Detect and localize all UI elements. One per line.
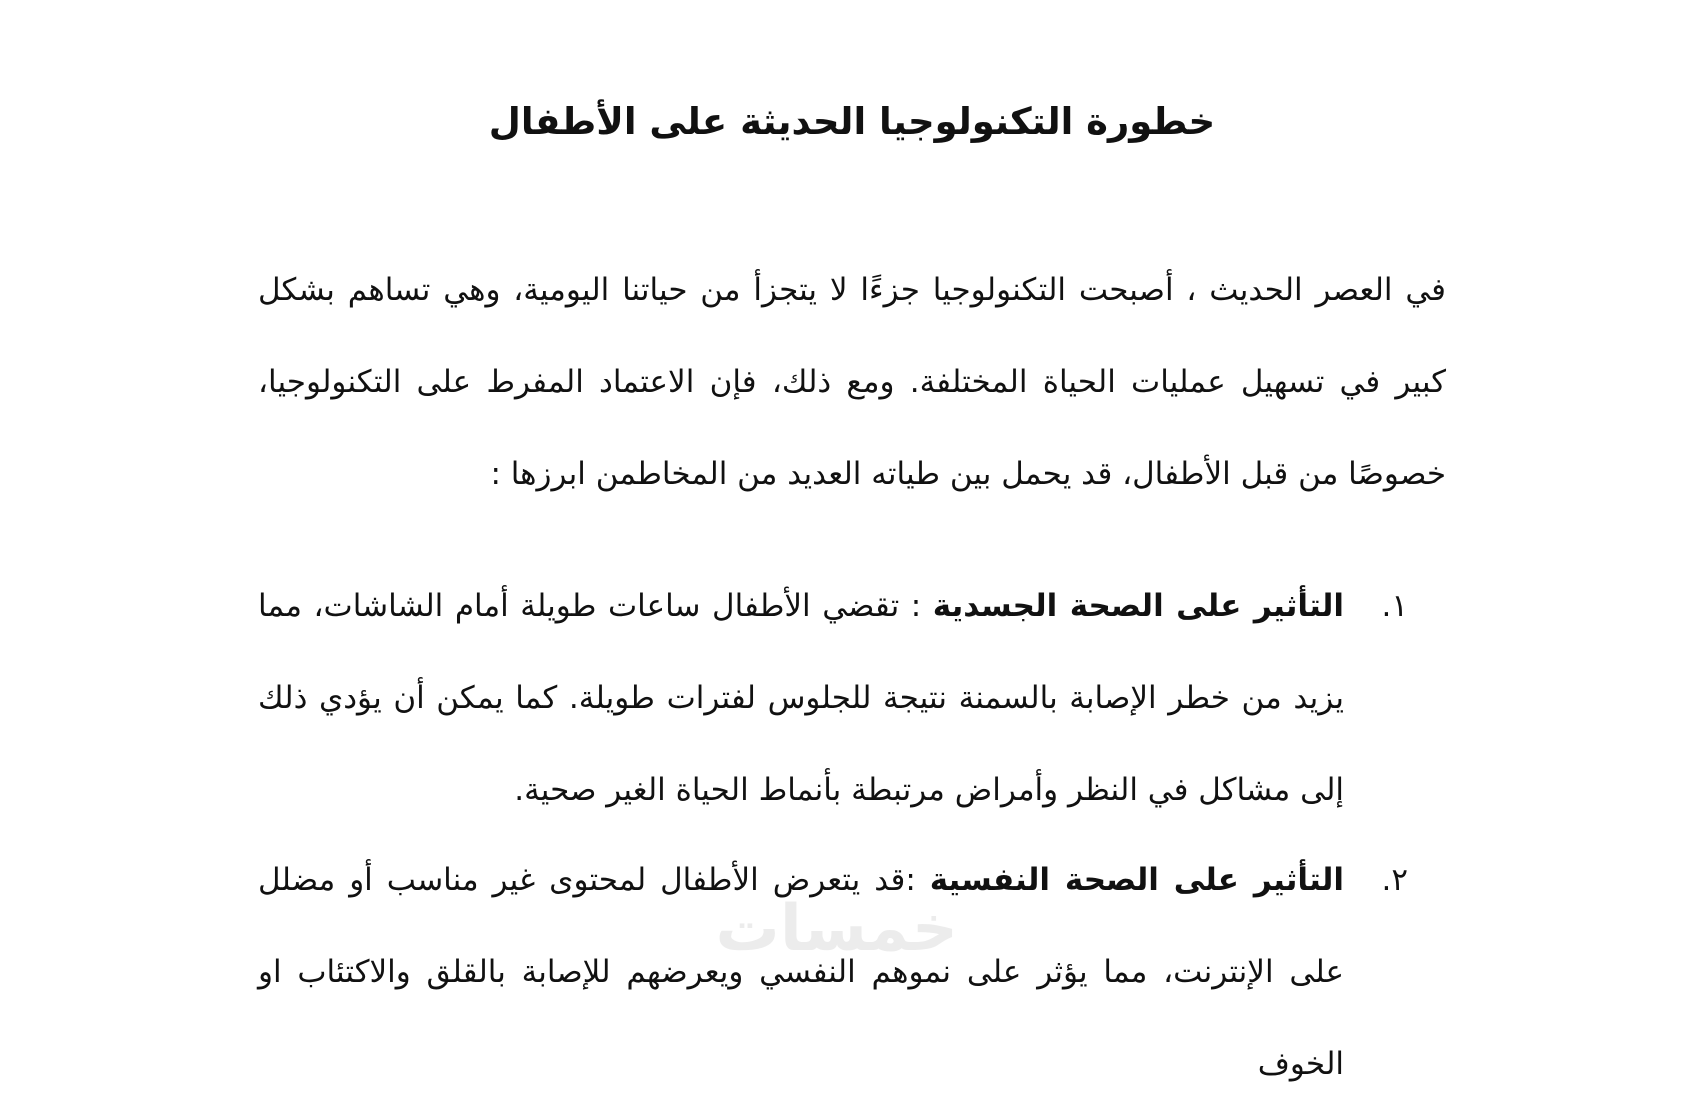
list-item <box>258 834 1446 1110</box>
intro-paragraph: في العصر الحديث ، أصبحت التكنولوجيا جزءًا لا يتجزأ من حياتنا اليومية، وهي تساهم بشكل كبير في تسهيل عمليات الحياة المختلفة. ومع ذلك، فإن الاعتماد المفرط على التكنولوجيا، خصوصًا من قبل الأطفال، قد يحمل بين طياته العديد من المخاطمن ابرزها : <box>258 272 1446 492</box>
list-item-number: ٢. <box>1381 862 1408 898</box>
document-title: خطورة التكنولوجيا الحديثة على الأطفال <box>488 100 1216 143</box>
risks-list <box>258 560 1446 1108</box>
list-item-heading: التأثير على الصحة الجسدية <box>932 588 1344 624</box>
list-item <box>258 560 1446 836</box>
list-item-text: :قد يتعرض الأطفال لمحتوى غير مناسب أو مضلل على الإنترنت، مما يؤثر على نموهم النفسي ويعرضهم للإصابة بالقلق والاكتئاب او الخوف <box>258 862 1344 1082</box>
watermark-logo: خمسات <box>715 892 958 966</box>
list-item-number: ١. <box>1381 588 1408 624</box>
list-item-heading: التأثير على الصحة النفسية <box>929 862 1344 898</box>
list-item-text: : تقضي الأطفال ساعات طويلة أمام الشاشات، مما يزيد من خطر الإصابة بالسمنة نتيجة للجلوس لفترات طويلة. كما يمكن أن يؤدي ذلك إلى مشاكل في النظر وأمراض مرتبطة بأنماط الحياة الغير صحية. <box>258 588 1344 808</box>
